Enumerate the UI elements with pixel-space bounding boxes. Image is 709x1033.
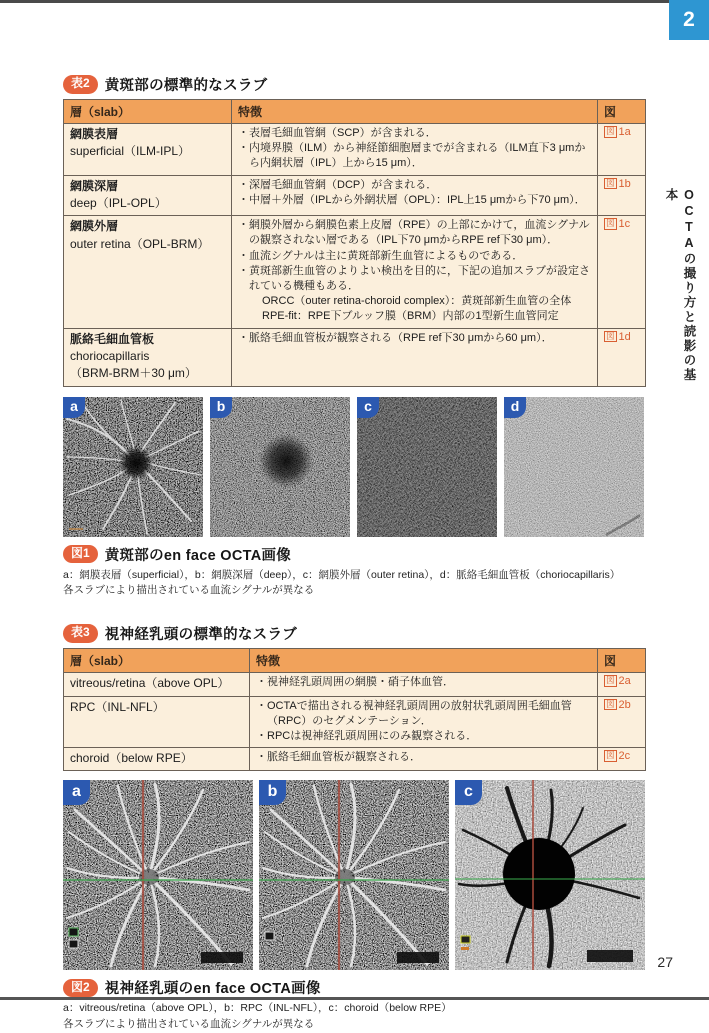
- layer-line: 網膜外層: [70, 219, 119, 234]
- table2-header-features: 特徴: [232, 100, 598, 124]
- table2-slab-table: [63, 99, 646, 387]
- feature-line: RPE-fit：RPE下ブルッフ膜（BRM）内部の1型新生血管同定: [262, 310, 559, 323]
- feature-line: ・黄斑部新生血管のよりよい検出を目的に，下記の追加スラブが設定されている機種もある．: [238, 264, 590, 292]
- table3-slab-table: [63, 648, 646, 771]
- figure-ref-icon: 図: [606, 675, 615, 686]
- figure1-caption: [63, 544, 645, 600]
- feature-line: ・血流シグナルは主に黄斑部新生血管によるものである．: [238, 249, 524, 262]
- page-number: 27: [657, 954, 673, 970]
- layer-line: 網膜深層: [70, 178, 119, 193]
- table-row: [64, 328, 646, 386]
- table3-titlebar: [63, 623, 645, 644]
- figure-ref-cell: [598, 328, 646, 386]
- table2-titlebar: [63, 74, 645, 95]
- figure1-title: 黄斑部のen face OCTA画像: [104, 547, 292, 564]
- octa-image-macula-outer-retina: [357, 397, 497, 537]
- layer-line: （BRM-BRM＋30 μm）: [70, 366, 197, 381]
- table-row: [64, 175, 646, 216]
- figure-ref-icon: 図: [606, 698, 615, 709]
- layer-line: deep（IPL-OPL）: [70, 195, 167, 210]
- figure2-caption-line1: a：vitreous/retina（above OPL），b：RPC（INL-NFL），c：choroid（below RPE）: [63, 1002, 452, 1015]
- feature-line: ・RPCは視神経乳頭周囲にのみ観察される．: [256, 729, 478, 742]
- figure-ref-icon: 図: [606, 218, 615, 229]
- figure1-titlebar: [63, 544, 645, 565]
- feature-line: ・中層＋外層（IPLから外網状層（OPL）：IPL上15 μmから下70 μm）．: [238, 193, 586, 206]
- figure1-badge: 図1: [63, 545, 98, 564]
- table-row: [64, 748, 646, 771]
- layer-line: outer retina（OPL-BRM）: [70, 236, 210, 251]
- table-header-row: [64, 100, 646, 124]
- octa-image-disc-rpc: [259, 780, 449, 970]
- chapter-title-vertical: OCTAの撮り方と読影の基本: [664, 188, 696, 383]
- layer-line: vitreous/retina（above OPL）: [70, 676, 230, 691]
- features-cell: [232, 175, 598, 216]
- table-row: [64, 124, 646, 176]
- figure-label-badge: b: [259, 780, 286, 805]
- table-header-row: [64, 649, 646, 673]
- table2-header-layer: 層（slab）: [64, 100, 232, 124]
- figure-ref-icon: 図: [606, 750, 615, 761]
- page-top-edge: [0, 0, 709, 3]
- figure-ref-cell: [598, 748, 646, 771]
- figure1-caption-line2: 各スラブにより描出されている血流シグナルが異なる: [63, 584, 315, 597]
- features-cell: [232, 328, 598, 386]
- layer-line: RPC（INL-NFL）: [70, 699, 165, 714]
- octa-image-disc-vitreous-retina: [63, 780, 253, 970]
- feature-line: ・内境界膜（ILM）から神経節細胞層までが含まれる（ILM直下3 μmから内網状層（IPL）上から15 μm）．: [238, 142, 586, 170]
- figure-ref-cell: [598, 175, 646, 216]
- figure-label-badge: c: [455, 780, 482, 805]
- octa-image-macula-choriocapillaris: [504, 397, 644, 537]
- feature-line: ・表層毛細血管網（SCP）が含まれる．: [238, 127, 437, 139]
- figure-ref-cell: [598, 696, 646, 748]
- figure2-caption-line2: 各スラブにより描出されている血流シグナルが異なる: [63, 1018, 315, 1031]
- table2-title: 黄斑部の標準的なスラブ: [104, 78, 268, 94]
- figure2-titlebar: [63, 977, 645, 998]
- layer-cell: [64, 175, 232, 216]
- features-cell: [250, 673, 598, 696]
- feature-line: ・脈絡毛細血管板が観察される．: [256, 751, 421, 764]
- layer-line: superficial（ILM-IPL）: [70, 144, 191, 159]
- octa-image-macula-superficial: [63, 397, 203, 537]
- figure-reference: 図 2a: [606, 675, 631, 688]
- figure-reference: 図 1b: [606, 177, 631, 190]
- features-cell: [250, 748, 598, 771]
- table3-header-layer: 層（slab）: [64, 649, 250, 673]
- page-content: [63, 74, 645, 1033]
- feature-line: ・OCTAで描出される視神経乳頭周囲の放射状乳頭周囲毛細血管（RPC）のセグメンテーション．: [256, 699, 572, 727]
- figure-label-badge: d: [504, 397, 526, 418]
- figure-ref-icon: 図: [606, 126, 615, 136]
- layer-cell: [64, 696, 250, 748]
- figure-reference: 図 1a: [606, 126, 631, 138]
- table-row: [64, 673, 646, 696]
- figure-label-badge: b: [210, 397, 232, 418]
- layer-cell: [64, 328, 232, 386]
- table3-title: 視神経乳頭の標準的なスラブ: [104, 627, 298, 644]
- feature-line: ・視神経乳頭周囲の網膜・硝子体血管．: [256, 676, 454, 689]
- figure2-title: 視神経乳頭のen face OCTA画像: [104, 981, 321, 998]
- figure-ref-cell: [598, 673, 646, 696]
- table3-badge: 表3: [63, 624, 98, 643]
- layer-line: choroid（below RPE）: [70, 751, 193, 766]
- chapter-number-tab: [669, 0, 709, 40]
- layer-line: 網膜表層: [70, 127, 119, 141]
- figure-reference: 図 1d: [606, 330, 631, 343]
- figure-ref-cell: [598, 124, 646, 176]
- figure1-caption-line1: a：網膜表層（superficial），b：網膜深層（deep），c：網膜外層（outer retina），d：脈絡毛細血管板（choriocapillaris）: [63, 568, 621, 581]
- table3-header-figure: 図: [598, 649, 646, 673]
- octa-image-disc-choroid: [455, 780, 645, 970]
- figure-ref-icon: 図: [606, 330, 615, 341]
- features-cell: [232, 216, 598, 328]
- chapter-number: 2: [683, 8, 695, 31]
- table2-header-figure: 図: [598, 100, 646, 124]
- layer-cell: [64, 124, 232, 176]
- figure1-image-strip: [63, 397, 645, 537]
- features-cell: [250, 696, 598, 748]
- figure-label-badge: a: [63, 397, 85, 418]
- figure-ref-cell: [598, 216, 646, 328]
- table2-badge: 表2: [63, 75, 98, 94]
- features-cell: [232, 124, 598, 176]
- layer-line: choriocapillaris: [70, 348, 150, 363]
- layer-cell: [64, 673, 250, 696]
- layer-line: 脈絡毛細血管板: [70, 331, 155, 346]
- layer-cell: [64, 216, 232, 328]
- feature-line: ・脈絡毛細血管板が観察される（RPE ref下30 μmから60 μm）．: [238, 331, 553, 344]
- figure-reference: 図 1c: [606, 218, 631, 231]
- table-row: [64, 696, 646, 748]
- table3-header-features: 特徴: [250, 649, 598, 673]
- layer-cell: [64, 748, 250, 771]
- feature-line: ・深層毛細血管網（DCP）が含まれる．: [238, 178, 438, 191]
- figure-reference: 図 2b: [606, 698, 631, 711]
- figure2-badge: 図2: [63, 979, 98, 998]
- feature-line: ORCC（outer retina-choroid complex）：黄斑部新生血管の全体: [262, 295, 572, 308]
- figure-label-badge: c: [357, 397, 379, 418]
- figure-ref-icon: 図: [606, 177, 615, 188]
- feature-line: ・網膜外層から網膜色素上皮層（RPE）の上部にかけて，血流シグナルの観察されない層である（IPL下70 μmからRPE ref下30 μm）．: [238, 219, 590, 247]
- octa-image-macula-deep: [210, 397, 350, 537]
- figure2-caption: [63, 977, 645, 1033]
- table-row: [64, 216, 646, 328]
- figure2-image-strip: [63, 780, 645, 970]
- figure-reference: 図 2c: [606, 750, 631, 763]
- figure-label-badge: a: [63, 780, 90, 805]
